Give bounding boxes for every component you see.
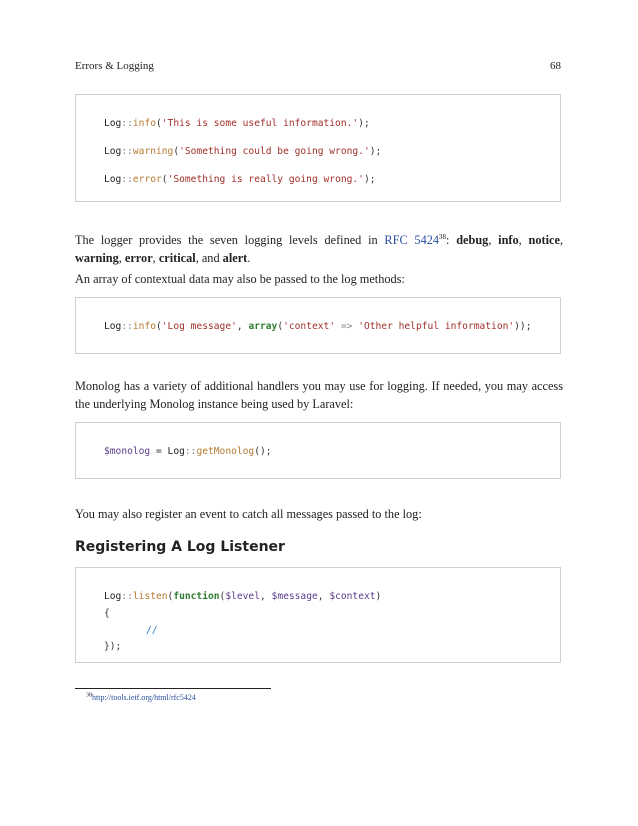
code-paren: (	[161, 174, 168, 185]
level-critical: critical	[158, 251, 196, 265]
code-line	[104, 591, 381, 602]
footnote-link[interactable]: http://tools.ietf.org/html/rfc5424	[92, 693, 196, 702]
page-number: 68	[550, 60, 561, 72]
code-operator: ::	[121, 591, 133, 602]
level-notice: notice	[528, 233, 560, 247]
code-line	[104, 174, 376, 185]
code-paren: );	[369, 146, 382, 157]
code-line	[104, 446, 272, 457]
section-heading: Registering A Log Listener	[75, 539, 285, 555]
level-debug: debug	[456, 233, 489, 247]
code-class: Log	[167, 446, 185, 457]
code-assign: =	[150, 446, 168, 457]
code-comma: ,	[236, 321, 249, 332]
code-paren: (	[167, 591, 174, 602]
code-keyword: array	[248, 321, 278, 332]
page-header	[75, 60, 561, 72]
paragraph-listener: You may also register an event to catch all messages passed to the log:	[75, 507, 422, 521]
code-operator: ::	[121, 146, 133, 157]
code-method: warning	[132, 146, 174, 157]
code-operator: ::	[121, 321, 133, 332]
code-class: Log	[104, 591, 122, 602]
code-keyword: function	[173, 591, 220, 602]
level-error: error	[124, 251, 153, 265]
code-comment: //	[146, 625, 158, 636]
separator: ,	[118, 251, 125, 265]
code-comma: ,	[259, 591, 272, 602]
code-block-monolog	[75, 422, 561, 479]
code-string: 'Other helpful information'	[358, 321, 515, 332]
code-class: Log	[104, 174, 122, 185]
code-method: getMonolog	[196, 446, 255, 457]
code-method: listen	[132, 591, 168, 602]
code-class: Log	[104, 146, 122, 157]
level-alert: alert	[222, 251, 248, 265]
separator: ,	[488, 233, 499, 247]
separator: ,	[152, 251, 159, 265]
code-line	[104, 118, 370, 129]
code-arrow: =>	[335, 321, 359, 332]
code-operator: ::	[121, 118, 133, 129]
footnote-ref[interactable]: 38	[439, 232, 447, 241]
separator: ,	[518, 233, 529, 247]
separator: , and	[195, 251, 223, 265]
code-class: Log	[104, 321, 122, 332]
code-block-listener	[75, 567, 561, 663]
paragraph-text: The logger provides the seven logging levels defined in	[75, 233, 385, 247]
code-variable: $monolog	[104, 446, 151, 457]
footnote-number: 38	[86, 692, 92, 699]
code-paren: (	[277, 321, 284, 332]
punctuation: .	[247, 251, 251, 265]
code-string: 'Log message'	[161, 321, 237, 332]
code-paren: ));	[514, 321, 532, 332]
code-line	[104, 641, 121, 652]
code-line	[104, 146, 381, 157]
code-paren: );	[358, 118, 370, 129]
code-method: info	[132, 321, 156, 332]
code-paren: (	[156, 118, 162, 129]
code-method: error	[132, 174, 162, 185]
separator: ,	[559, 233, 564, 247]
code-block-context	[75, 297, 561, 354]
code-paren: )	[375, 591, 382, 602]
code-string: 'Something could be going wrong.'	[179, 146, 370, 157]
code-line	[104, 321, 531, 332]
chapter-title: Errors & Logging	[75, 60, 154, 72]
code-paren: (	[156, 321, 162, 332]
code-paren: (	[219, 591, 226, 602]
code-variable: $level	[225, 591, 260, 602]
code-comma: ,	[317, 591, 330, 602]
code-operator: ::	[121, 174, 133, 185]
footnote	[86, 693, 196, 702]
footnote-divider	[75, 688, 271, 689]
code-brace: {	[104, 608, 110, 619]
rfc-link[interactable]: RFC 5424	[384, 233, 440, 247]
code-line	[146, 625, 158, 636]
code-paren: );	[363, 174, 376, 185]
code-brace: });	[104, 641, 122, 652]
punctuation: :	[446, 233, 457, 247]
code-paren: (	[173, 146, 180, 157]
code-block-log-levels	[75, 94, 561, 202]
code-operator: ::	[184, 446, 197, 457]
level-warning: warning	[75, 251, 119, 265]
code-string: 'This is some useful information.'	[161, 118, 359, 129]
code-string: 'Something is really going wrong.'	[167, 174, 364, 185]
code-string: 'context'	[283, 321, 336, 332]
code-line	[104, 608, 110, 619]
paragraph-logging-levels	[75, 231, 563, 267]
code-variable: $message	[271, 591, 318, 602]
paragraph-context: An array of contextual data may also be passed to the log methods:	[75, 272, 405, 286]
paragraph-monolog: Monolog has a variety of additional handlers you may use for logging. If needed, you may access the underlying Monolog instance being used by Laravel:	[75, 379, 563, 411]
code-variable: $context	[329, 591, 376, 602]
code-paren: ();	[254, 446, 272, 457]
code-class: Log	[104, 118, 122, 129]
code-method: info	[132, 118, 156, 129]
level-info: info	[498, 233, 519, 247]
